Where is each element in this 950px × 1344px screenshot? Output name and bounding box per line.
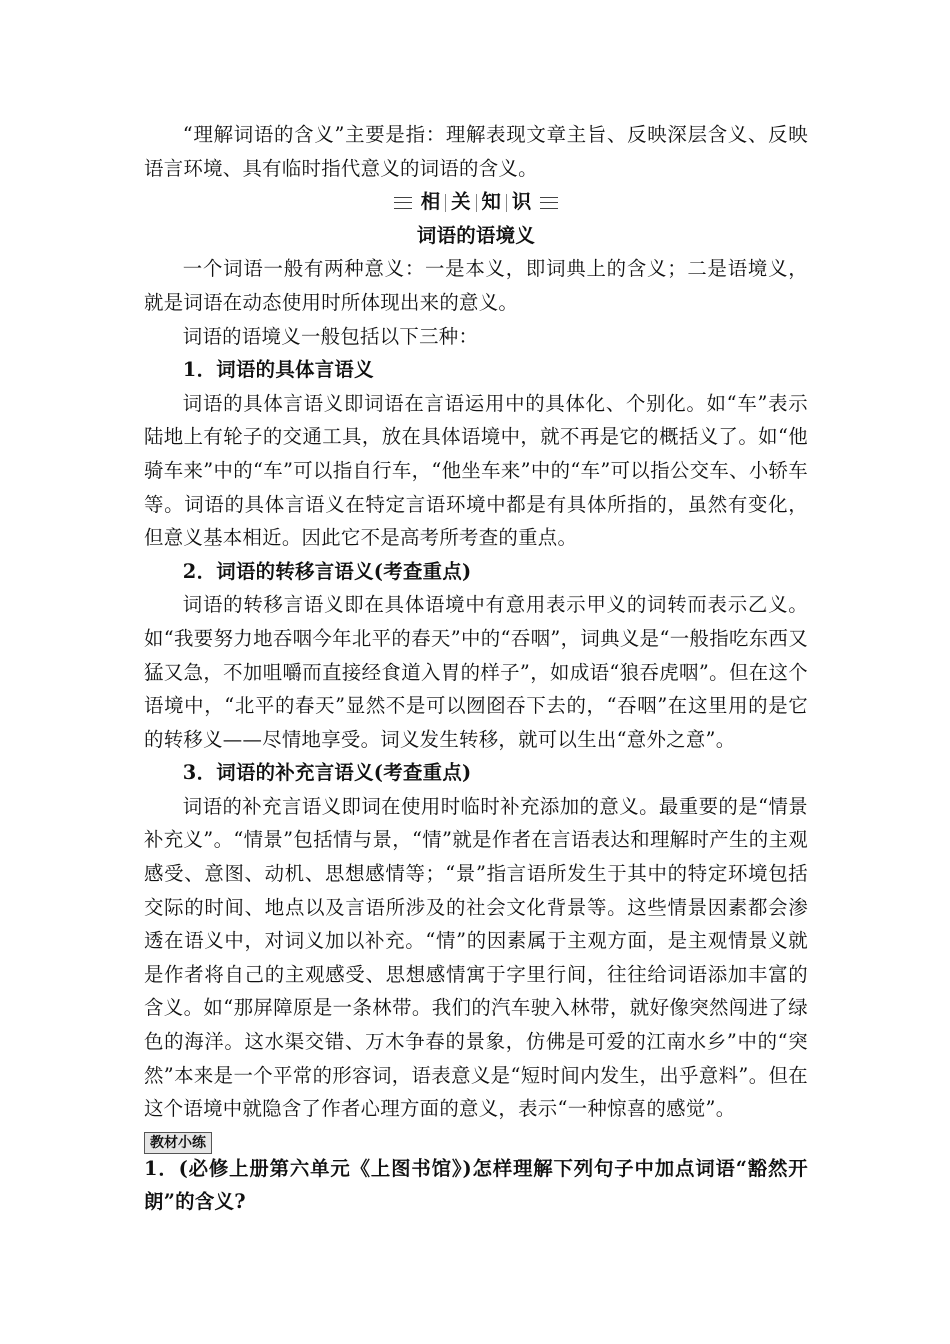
paragraph-three-types: 词语的语境义一般包括以下三种： [182, 324, 479, 348]
banner-char: 相 [420, 190, 441, 214]
paragraph-supplementary-meaning: 词语的补充言语义即词在使用时临时补充添加的意义。最重要的是“情景补充义”。“情景”包括情与景，“情”就是作者在言语表达和理解时产生的主观感受、意图、动机、思想感情等；“景”指言语所发生于其中的特定环境包括交际的时间、地点以及言语所涉及的社会文化背景等。这些情景因素都会渗透在语义中，对词义加以补充。“情”的因素属于主观方面，是主观情景义就是作者将自己的主观感受、思想感情寓于字里行间，往往给词语添加丰富的含义。如“那屏障原是一条林带。我们的汽车驶入林带，就好像突然闯进了绿色的海洋。这水渠交错、万木争春的景象，仿佛是可爱的江南水乡”中的“突然”本来是一个平常的形容词，语表意义是“短时间内发生，出乎意料”。但在这个语境中就隐含了作者心理方面的意义，表示“一种惊喜的感觉”。 [144, 794, 808, 1121]
banner-char: 识 [511, 190, 532, 214]
banner-char: 知 [481, 190, 501, 214]
heading-supplementary-meaning: 3．词语的补充言语义(考查重点) [182, 761, 472, 785]
banner-left-bars-icon [394, 197, 412, 209]
intro-paragraph: “理解词语的含义”主要是指：理解表现文章主旨、反映深层含义、反映语言环境、具有临时指代意义的词语的含义。 [144, 123, 808, 180]
paragraph-specific-meaning: 词语的具体言语义即词语在言语运用中的具体化、个别化。如“车”表示陆地上有轮子的交通工具，放在具体语境中，就不再是它的概括义了。如“他骑车来”中的“车”可以指自行车，“他坐车来”中的“车”可以指公交车、小轿车等。词语的具体言语义在特定言语环境中都是有具体所指的，虽然有变化，但意义基本相近。因此它不是高考所考查的重点。 [144, 391, 808, 550]
banner-right-bars-icon [540, 197, 558, 209]
paragraph-two-meanings: 一个词语一般有两种意义：一是本义，即词典上的含义；二是语境义，就是词语在动态使用时所体现出来的意义。 [144, 257, 808, 314]
banner-divider [506, 194, 507, 212]
heading-transferred-meaning: 2．词语的转移言语义(考查重点) [182, 559, 472, 583]
question-1: 1．(必修上册第六单元《上图书馆》)怎样理解下列句子中加点词语“豁然开朗”的含义? [144, 1156, 808, 1214]
banner-divider [476, 194, 477, 212]
heading-specific-meaning: 1．词语的具体言语义 [182, 358, 374, 382]
document-page [144, 118, 808, 1219]
banner-divider [445, 194, 446, 212]
exercise-tag-wrap [144, 1126, 808, 1152]
section-title: 词语的语境义 [416, 223, 536, 247]
banner-char: 关 [451, 190, 471, 214]
related-knowledge-banner [144, 185, 808, 219]
paragraph-transferred-meaning: 词语的转移言语义即在具体语境中有意用表示甲义的词转而表示乙义。如“我要努力地吞咽今年北平的春天”中的“吞咽”，词典义是“一般指吃东西又猛又急，不加咀嚼而直接经食道入胃的样子”，如成语“狼吞虎咽”。但在这个语境中，“北平的春天”显然不是可以囫囵吞下去的，“吞咽”在这里用的是它的转移义——尽情地享受。词义发生转移，就可以生出“意外之意”。 [144, 593, 808, 751]
exercise-tag: 教材小练 [144, 1132, 212, 1154]
